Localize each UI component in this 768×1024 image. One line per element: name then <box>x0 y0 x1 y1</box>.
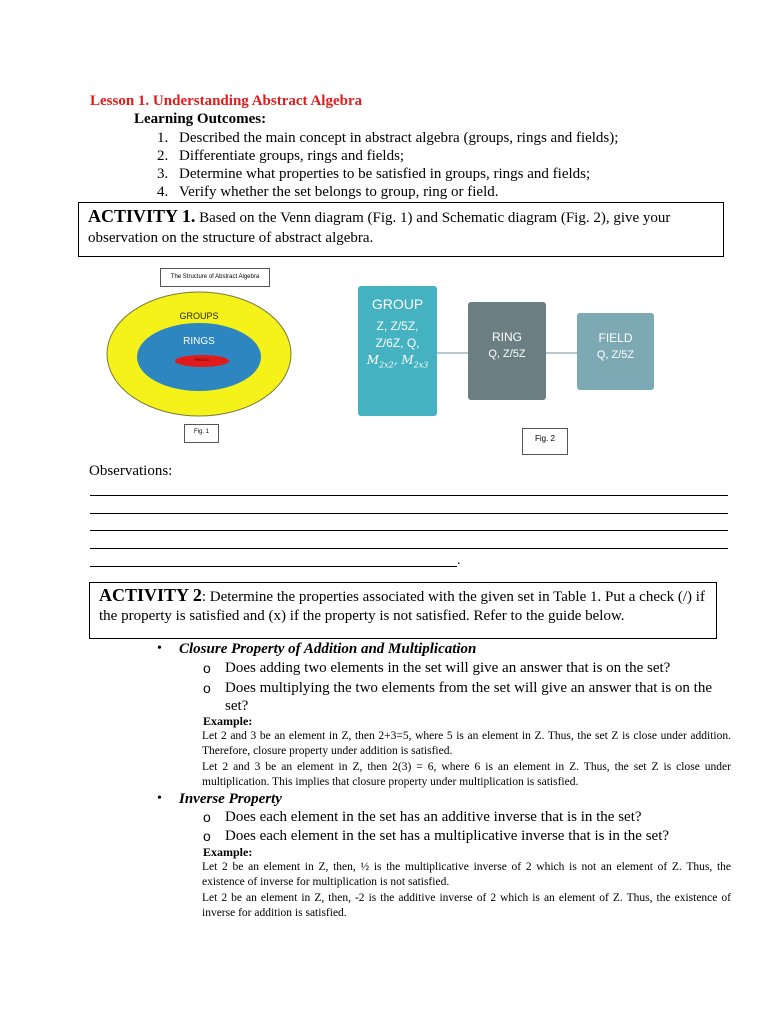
rings-label: RINGS <box>183 336 215 347</box>
field-box <box>577 313 654 390</box>
activity-1-text: Based on the Venn diagram (Fig. 1) and Schematic diagram (Fig. 2), give your observation on the structure of abstract algebra. <box>88 210 671 246</box>
answer-line <box>90 495 728 496</box>
ring-title: RING <box>492 330 522 344</box>
group-sets-line-3: $M_{2x2}$, $M_{2x3}$ <box>366 353 429 370</box>
group-box <box>358 286 437 416</box>
group-sets <box>358 318 437 373</box>
activity-1-box <box>78 202 724 257</box>
bullet-icon: • <box>157 791 162 806</box>
sub-bullet-icon: o <box>203 828 211 844</box>
groups-label: GROUPS <box>179 311 219 321</box>
ring-box <box>468 302 546 400</box>
fig2-label: Fig. 2 <box>534 434 555 443</box>
activity-2-title: ACTIVITY 2 <box>99 585 202 605</box>
answer-line <box>90 530 728 531</box>
closure-question-1: o Does adding two elements in the set will give an answer that is on the set? <box>203 660 671 676</box>
fig1-label-box <box>184 424 219 443</box>
bullet-icon: • <box>157 641 162 656</box>
inverse-property-heading: Inverse Property <box>179 791 282 807</box>
sub-bullet-icon: o <box>203 809 211 825</box>
sub-bullet-icon: o <box>203 660 211 676</box>
fields-label: FIELDS <box>194 357 209 362</box>
venn-caption: The Structure of Abstract Algebra <box>170 274 260 280</box>
schematic-diagram-figure <box>340 270 660 460</box>
activity-2-text: : Determine the properties associated with the given set in Table 1. Put a check (/) if the property is satisfied and (x) if the property is not satisfied. Refer to the guide below. <box>99 589 705 624</box>
ring-sets: Q, Z/5Z <box>488 348 526 360</box>
closure-example-2: Let 2 and 3 be an element in Z, then 2(3) = 6, where 6 is an element in Z. Thus, the set Z is close under multiplication. This implies that closure property under multiplication is satisfied. <box>202 761 731 788</box>
lesson-title: Lesson 1. Understanding Abstract Algebra <box>90 93 363 109</box>
activity-1-title: ACTIVITY 1. <box>88 206 196 226</box>
group-sets-line-1: Z, Z/5Z, <box>376 319 419 333</box>
field-sets: Q, Z/5Z <box>596 349 635 361</box>
closure-example-1: Let 2 and 3 be an element in Z, then 2+3=5, where 5 is an element in Z. Thus, the set Z is close under addition. Therefore, closure property under addition is satisfied. <box>202 730 731 757</box>
closure-question-2: o Does multiplying the two elements from the set will give an answer that is on the set? <box>203 680 712 714</box>
learning-outcomes-list <box>157 129 618 201</box>
venn-diagram-figure <box>90 262 340 452</box>
group-sets-line-2: Z/6Z, Q, <box>375 336 420 350</box>
sub-bullet-icon: o <box>203 680 211 696</box>
answer-line <box>90 548 728 549</box>
inverse-example-label: Example: <box>203 845 253 859</box>
answer-line <box>90 566 457 567</box>
fig2-label-box <box>522 428 568 455</box>
answer-line <box>90 513 728 514</box>
observations-label: Observations: <box>89 463 173 479</box>
fig1-label: Fig. 1 <box>193 429 209 435</box>
field-title: FIELD <box>598 331 633 345</box>
inverse-example-1: Let 2 be an element in Z, then, ½ is the multiplicative inverse of 2 which is not an element of Z. Thus, the existence of inverse for multiplication is not satisfied. <box>202 861 731 888</box>
outcome-item: 4. Verify whether the set belongs to group, ring or field. <box>157 184 499 200</box>
closure-example-label: Example: <box>203 714 253 728</box>
activity-2-box <box>89 582 717 639</box>
group-title: GROUP <box>371 296 424 312</box>
inverse-question-2: o Does each element in the set has a multiplicative inverse that is in the set? <box>203 828 670 844</box>
inverse-question-1: o Does each element in the set has an additive inverse that is in the set? <box>203 809 642 825</box>
closure-property-heading: Closure Property of Addition and Multiplication <box>179 641 477 657</box>
outcome-item: 3. Determine what properties to be satisfied in groups, rings and fields; <box>157 166 591 182</box>
learning-outcomes-heading: Learning Outcomes: <box>134 111 267 127</box>
observations-end-mark: . <box>457 553 461 568</box>
inverse-example-2: Let 2 be an element in Z, then, -2 is the additive inverse of 2 which is an element of Z. Thus, the existence of inverse for addition is satisfied. <box>202 892 731 919</box>
outcome-item: 1. Described the main concept in abstract algebra (groups, rings and fields); <box>157 130 619 146</box>
outcome-item: 2. Differentiate groups, rings and fields; <box>157 148 405 164</box>
